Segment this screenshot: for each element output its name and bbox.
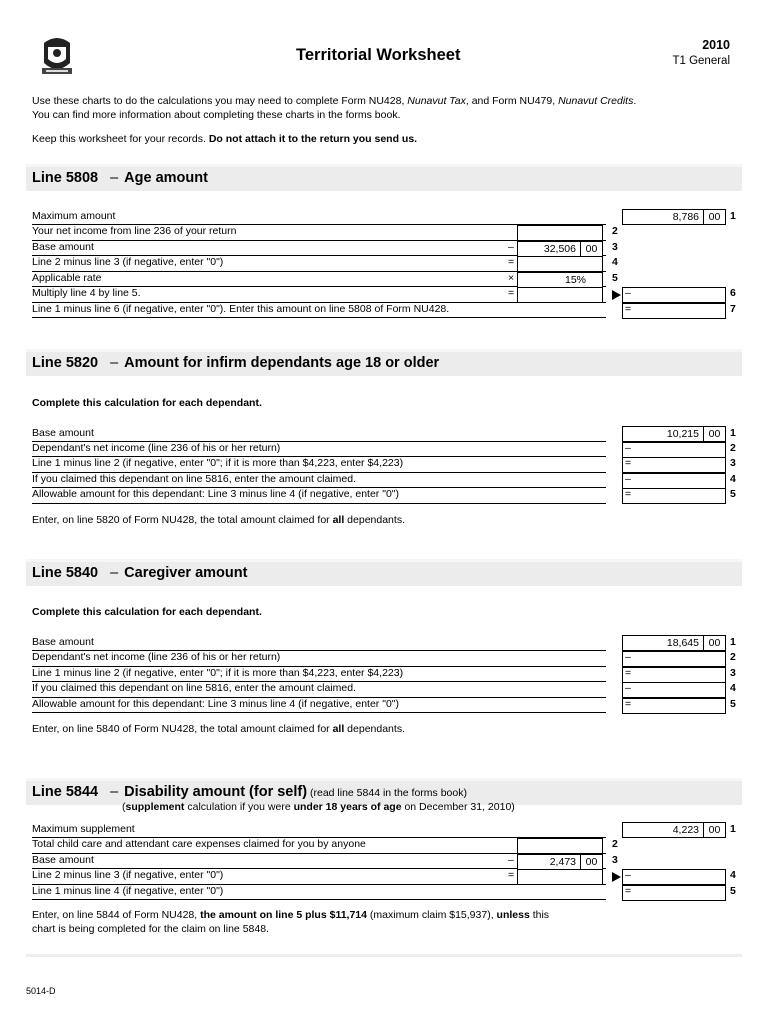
input-box-5820-line5[interactable] bbox=[622, 488, 726, 504]
instruction-5840: Complete this calculation for each dependant. bbox=[32, 606, 262, 618]
row-label-5808-4: Line 2 minus line 3 (if negative, enter "0") bbox=[32, 256, 224, 268]
row-label-5840-5: Allowable amount for this dependant: Line 3 minus line 4 (if negative, enter "0") bbox=[32, 698, 400, 710]
row-label-5808-1: Maximum amount bbox=[32, 210, 116, 222]
amount-box-5808-line3: 32,506 00 bbox=[517, 241, 603, 257]
row-label-5840-3: Line 1 minus line 2 (if negative, enter "0"; if it is more than $4,223, enter $4,223) bbox=[32, 667, 404, 679]
arrow-icon bbox=[612, 290, 621, 300]
amount-box-5820-line1: 10,215 00 bbox=[622, 426, 726, 442]
section-header-5844: Line 5844 – Disability amount (for self) (read line 5844 in the forms book) bbox=[26, 778, 742, 805]
input-box-5820-line4[interactable] bbox=[622, 473, 726, 489]
row-label-5844-3: Base amount bbox=[32, 854, 94, 866]
amount-box-5808-line1: 8,786 00 bbox=[622, 209, 726, 225]
input-box-5808-line2[interactable] bbox=[517, 225, 603, 241]
input-box-5820-line2[interactable] bbox=[622, 442, 726, 458]
section-header-5808: Line 5808 – Age amount bbox=[26, 164, 742, 191]
amount-box-5840-line1: 18,645 00 bbox=[622, 635, 726, 651]
footer-note-5844-line2: chart is being completed for the claim on line 5848. bbox=[32, 923, 269, 935]
section-header-5820: Line 5820 – Amount for infirm dependants age 18 or older bbox=[26, 349, 742, 376]
input-box-5808-line4[interactable] bbox=[517, 256, 603, 272]
input-box-5808-line7[interactable] bbox=[622, 303, 726, 319]
row-label-5820-3: Line 1 minus line 2 (if negative, enter "0"; if it is more than $4,223, enter $4,223) bbox=[32, 457, 404, 469]
row-label-5840-1: Base amount bbox=[32, 636, 94, 648]
row-label-5820-1: Base amount bbox=[32, 427, 94, 439]
row-label-5808-6: Multiply line 4 by line 5. bbox=[32, 287, 141, 299]
row-label-5844-5: Line 1 minus line 4 (if negative, enter "0") bbox=[32, 885, 224, 897]
input-box-5844-line2[interactable] bbox=[517, 838, 603, 854]
nunavut-coat-of-arms-logo bbox=[38, 35, 76, 77]
arrow-icon bbox=[612, 872, 621, 882]
rate-box-5808-line5: 15% bbox=[517, 272, 603, 288]
input-box-5840-line5[interactable] bbox=[622, 698, 726, 714]
row-label-5840-4: If you claimed this dependant on line 5816, enter the amount claimed. bbox=[32, 682, 356, 694]
intro-paragraph-3: Keep this worksheet for your records. Do not attach it to the return you send us. bbox=[32, 133, 418, 145]
input-box-5844-line5[interactable] bbox=[622, 885, 726, 901]
input-box-5808-line6-inner[interactable] bbox=[517, 287, 603, 303]
footer-note-5820: Enter, on line 5820 of Form NU428, the total amount claimed for all dependants. bbox=[32, 514, 405, 526]
input-box-5808-line6[interactable] bbox=[622, 287, 726, 303]
amount-box-5844-line3: 2,473 00 bbox=[517, 854, 603, 870]
row-label-5808-3: Base amount bbox=[32, 241, 94, 253]
row-label-5820-5: Allowable amount for this dependant: Line 3 minus line 4 (if negative, enter "0") bbox=[32, 488, 400, 500]
tax-year: 2010 bbox=[702, 38, 730, 52]
input-box-5820-line3[interactable] bbox=[622, 457, 726, 473]
amount-box-5844-line1: 4,223 00 bbox=[622, 822, 726, 838]
row-label-5840-2: Dependant's net income (line 236 of his or her return) bbox=[32, 651, 281, 663]
row-label-5844-2: Total child care and attendant care expenses claimed for you by anyone bbox=[32, 838, 366, 850]
input-box-5840-line4[interactable] bbox=[622, 682, 726, 698]
input-box-5840-line3[interactable] bbox=[622, 667, 726, 683]
footer-note-5844: Enter, on line 5844 of Form NU428, the amount on line 5 plus $11,714 (maximum claim $15,937), unless this bbox=[32, 909, 550, 921]
footer-note-5840: Enter, on line 5840 of Form NU428, the total amount claimed for all dependants. bbox=[32, 723, 405, 735]
intro-paragraph-2: You can find more information about completing these charts in the forms book. bbox=[32, 109, 401, 121]
input-box-5844-line4[interactable] bbox=[622, 869, 726, 885]
subtitle-5844: (supplement calculation if you were under 18 years of age on December 31, 2010) bbox=[122, 801, 515, 813]
row-label-5844-4: Line 2 minus line 3 (if negative, enter "0") bbox=[32, 869, 224, 881]
instruction-5820: Complete this calculation for each dependant. bbox=[32, 397, 262, 409]
row-label-5820-4: If you claimed this dependant on line 5816, enter the amount claimed. bbox=[32, 473, 356, 485]
row-label-5808-5: Applicable rate bbox=[32, 272, 102, 284]
form-code: 5014-D bbox=[26, 986, 56, 996]
row-label-5808-2: Your net income from line 236 of your return bbox=[32, 225, 237, 237]
section-header-5840: Line 5840 – Caregiver amount bbox=[26, 559, 742, 586]
input-box-5840-line2[interactable] bbox=[622, 651, 726, 667]
form-type: T1 General bbox=[672, 55, 730, 67]
input-box-5844-line4-inner[interactable] bbox=[517, 869, 603, 885]
page-title: Territorial Worksheet bbox=[296, 46, 461, 64]
bottom-divider bbox=[26, 954, 742, 957]
row-label-5844-1: Maximum supplement bbox=[32, 823, 135, 835]
row-label-5808-7: Line 1 minus line 6 (if negative, enter "0"). Enter this amount on line 5808 of Form NU428. bbox=[32, 303, 450, 315]
intro-paragraph-1: Use these charts to do the calculations you may need to complete Form NU428, Nunavut Tax, and Form NU479, Nunavut Credits. bbox=[32, 95, 637, 107]
row-label-5820-2: Dependant's net income (line 236 of his or her return) bbox=[32, 442, 281, 454]
